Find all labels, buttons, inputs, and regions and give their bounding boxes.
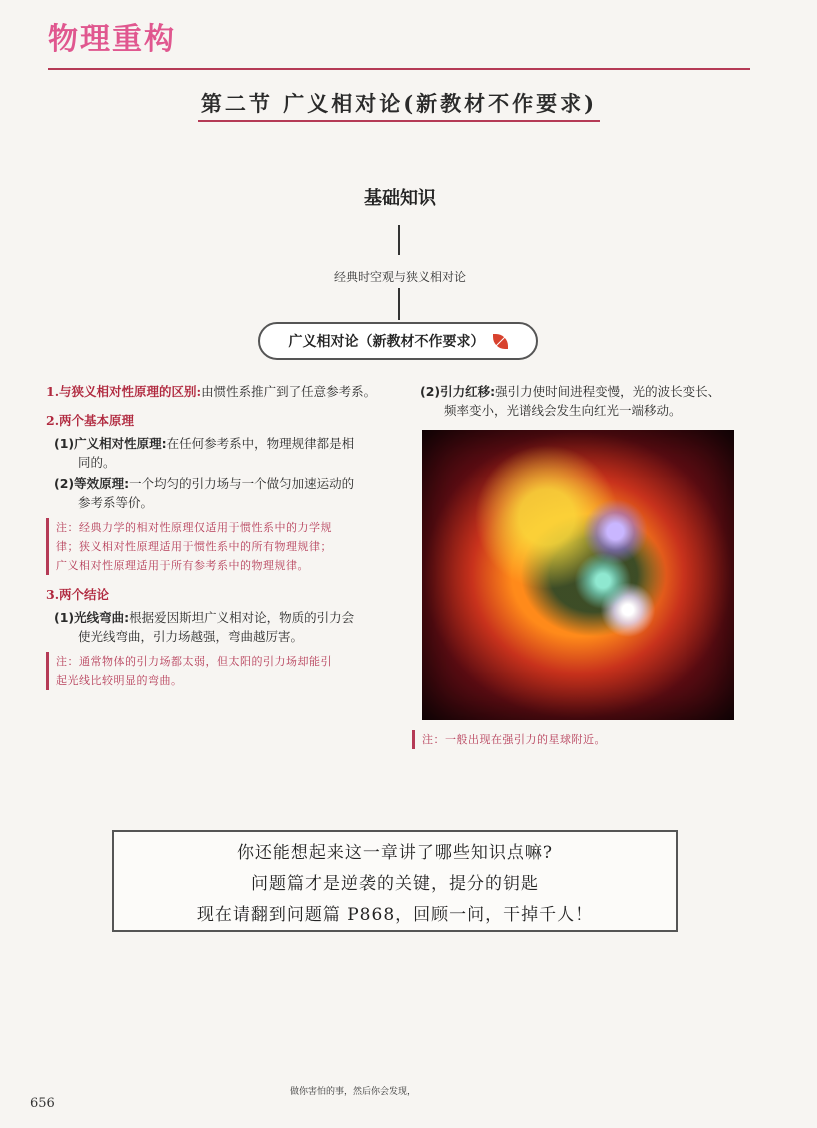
- heading-difference: [46, 382, 396, 401]
- left-column: [46, 382, 396, 700]
- principle-item: [46, 434, 396, 472]
- item-text: 强引力使时间进程变慢，光的波长变长、: [495, 384, 721, 399]
- item-text-cont: 同的。: [78, 455, 116, 470]
- item-text-cont: 使光线弯曲，引力场越强，弯曲越厉害。: [78, 629, 304, 644]
- note-image: 注：一般出现在强引力的星球附近。: [412, 730, 762, 749]
- callout-line: 现在请翻到问题篇 P868，回顾一问，干掉千人！: [196, 904, 594, 925]
- difference-section: [46, 382, 396, 401]
- conclusions-section: [46, 585, 396, 690]
- heading-text: 由惯性系推广到了任意参考系。: [201, 384, 377, 399]
- principles-section: [46, 411, 396, 575]
- right-column: [412, 382, 762, 759]
- note-line: 广义相对性原理适用于所有参考系中的物理规律。: [56, 559, 309, 572]
- mindmap-root: 基础知识: [364, 188, 436, 209]
- leaf-icon: [493, 334, 508, 349]
- heading-principles: 2.两个基本原理: [46, 413, 135, 428]
- item-label: (1)光线弯曲:: [54, 610, 130, 625]
- principle-item: [46, 474, 396, 512]
- item-label: (1)广义相对性原理:: [54, 436, 167, 451]
- header-divider: [48, 68, 750, 70]
- item-text-cont: 参考系等价。: [78, 495, 154, 510]
- brand-title: 物理重构: [48, 22, 176, 57]
- note-line: 注：经典力学的相对性原理仅适用于惯性系中的力学规: [56, 521, 332, 534]
- conclusion-item: [412, 382, 762, 420]
- mindmap-subtopic: 经典时空观与狭义相对论: [333, 270, 466, 284]
- mindmap-connector: [398, 288, 400, 320]
- note-line: 起光线比较明显的弯曲。: [56, 674, 183, 687]
- page-number: 656: [30, 1096, 55, 1111]
- heading-conclusions: 3.两个结论: [46, 587, 110, 602]
- mindmap-topic-label: 广义相对论（新教材不作要求）: [288, 334, 485, 350]
- item-label: (2)等效原理:: [54, 476, 130, 491]
- mindmap-connector: [398, 225, 400, 255]
- item-text: 在任何参考系中，物理规律都是相: [166, 436, 355, 451]
- note-line: 注：通常物体的引力场都太弱，但太阳的引力场却能引: [56, 655, 332, 668]
- heading-label: 1.与狭义相对性原理的区别:: [46, 384, 202, 399]
- item-text: 一个均匀的引力场与一个做匀加速运动的: [129, 476, 355, 491]
- conclusion-item: [46, 608, 396, 646]
- item-text-cont: 频率变小，光谱线会发生向红光一端移动。: [444, 403, 682, 418]
- item-label: (2)引力红移:: [420, 384, 496, 399]
- note-light-bending: [46, 652, 396, 690]
- section-title: 第二节 广义相对论(新教材不作要求): [198, 88, 600, 122]
- item-text: 根据爱因斯坦广义相对论，物质的引力会: [129, 610, 355, 625]
- review-callout: [112, 830, 678, 932]
- nebula-image: [422, 430, 734, 720]
- footer-quote: 做你害怕的事，然后你会发现，: [290, 1087, 417, 1097]
- mindmap-topic: [258, 322, 538, 360]
- callout-line: 问题篇才是逆袭的关键，提分的钥匙: [251, 873, 539, 894]
- note-principles: [46, 518, 396, 575]
- note-line: 律；狭义相对性原理适用于惯性系中的所有物理规律；: [56, 540, 332, 553]
- callout-line: 你还能想起来这一章讲了哪些知识点嘛?: [236, 842, 554, 863]
